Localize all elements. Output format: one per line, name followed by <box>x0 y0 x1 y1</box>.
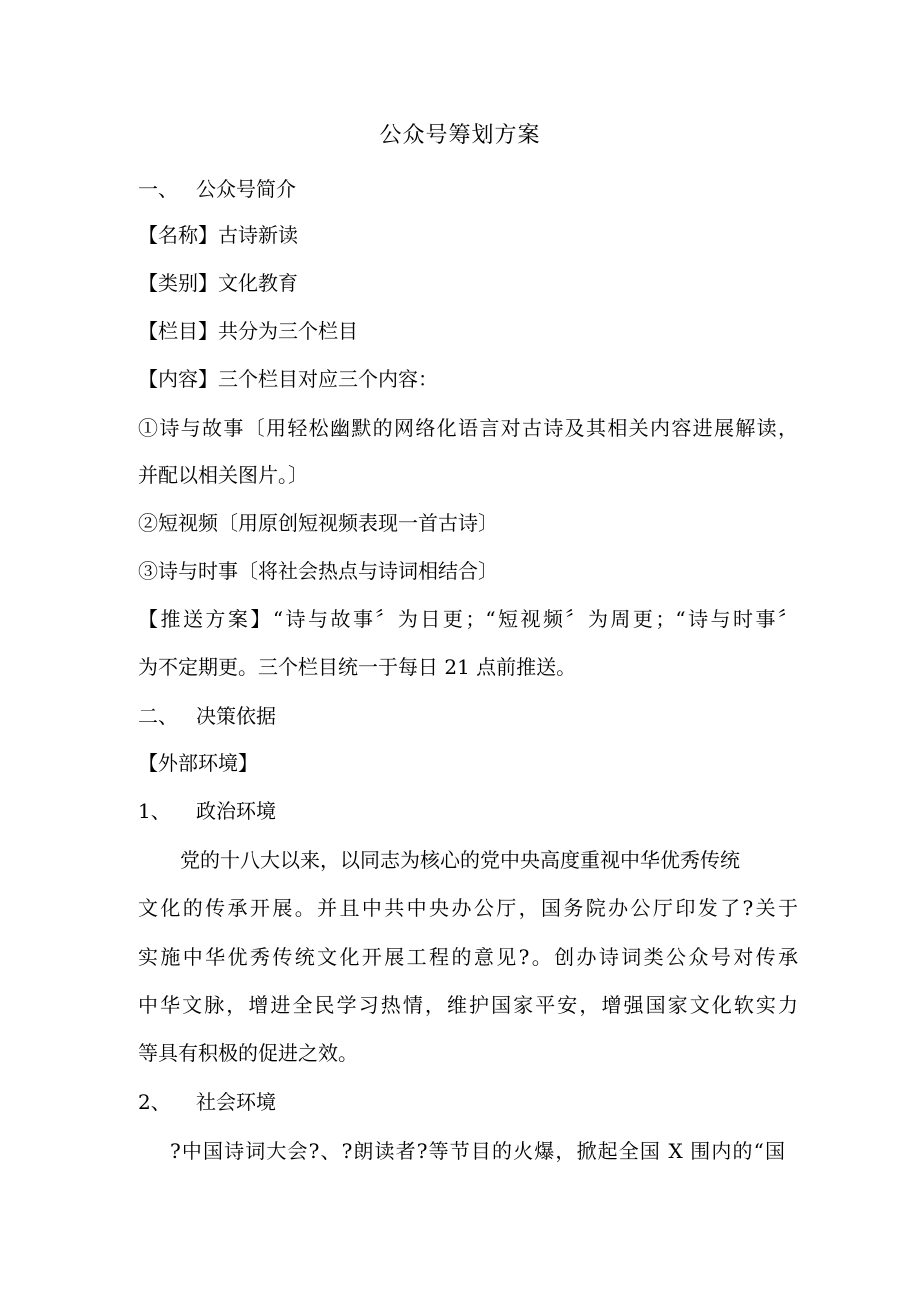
section2-heading <box>138 699 798 733</box>
subsection2-heading <box>138 1085 798 1119</box>
section2-title: 决策依据 <box>196 704 276 728</box>
push-line2: 为不定期更。三个栏目统一于每日 21 点前推送。 <box>138 655 577 679</box>
columns-line: 【栏目】共分为三个栏目 <box>138 319 358 343</box>
section1-title: 公众号简介 <box>196 177 296 201</box>
politics-para-line-1: 党的十八大以来，以同志为核心的党中央高度重视中华优秀传统 <box>180 848 740 872</box>
push-line1: 【推送方案】“诗与故事〞为日更；“短视频〞为周更；“诗与时事〞 <box>138 607 798 631</box>
item2-line: ②短视频〔用原创短视频表现一首古诗〕 <box>138 511 498 535</box>
politics-para-line-3: 实施中华优秀传统文化开展工程的意见?。创办诗词类公众号对传承 <box>138 945 798 969</box>
document-title: 公众号筹划方案 <box>379 123 541 148</box>
social-para-line-1: ?中国诗词大会?、?朗读者?等节目的火爆，掀起全国 X 围内的“国 <box>170 1139 785 1163</box>
section1-heading <box>138 172 798 206</box>
subsection2-number: 2、 <box>138 1090 171 1114</box>
item1-line1: ①诗与故事〔用轻松幽默的网络化语言对古诗及其相关内容进展解读， <box>138 416 798 440</box>
politics-para-line-5: 等具有积极的促进之效。 <box>138 1041 358 1065</box>
politics-para-line-4: 中华文脉，增进全民学习热情，维护国家平安，增强国家文化软实力 <box>138 993 798 1017</box>
politics-para-line-2: 文化的传承开展。并且中共中央办公厅，国务院办公厅印发了?关于 <box>138 896 798 920</box>
category-line: 【类别】文化教育 <box>138 271 298 295</box>
external-env-label: 【外部环境】 <box>138 751 258 775</box>
section1-number: 一、 <box>138 177 178 201</box>
subsection1-number: 1、 <box>138 799 171 823</box>
subsection2-title: 社会环境 <box>196 1090 276 1114</box>
subsection1-heading <box>138 794 798 828</box>
name-line: 【名称】古诗新读 <box>138 223 298 247</box>
item1-line2: 并配以相关图片。〕 <box>138 463 308 487</box>
subsection1-title: 政治环境 <box>196 799 276 823</box>
item3-line: ③诗与时事〔将社会热点与诗词相结合〕 <box>138 559 498 583</box>
section2-number: 二、 <box>138 704 178 728</box>
content-line: 【内容】三个栏目对应三个内容： <box>138 367 438 391</box>
